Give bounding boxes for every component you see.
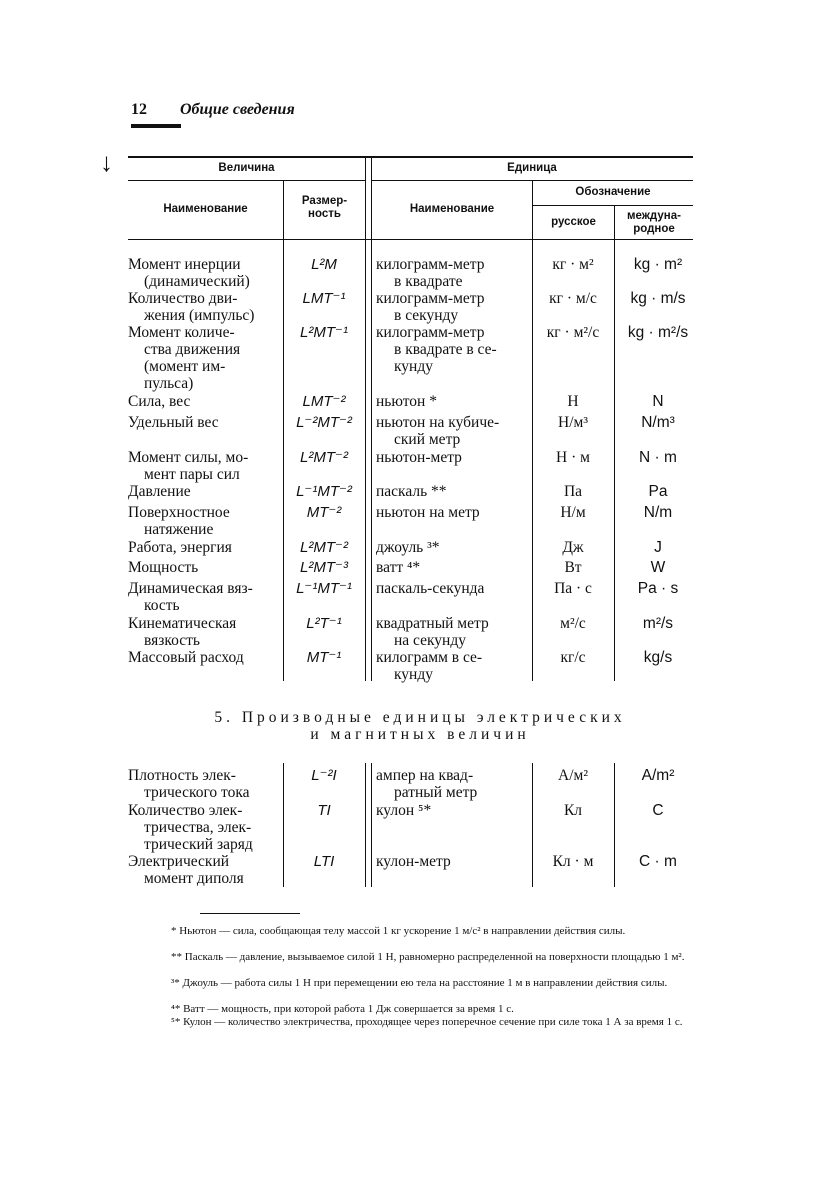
international-symbol: kg · m²/s xyxy=(627,324,689,341)
international-symbol: kg · m/s xyxy=(630,290,686,307)
dimension-formula: L²MT⁻² xyxy=(300,449,348,466)
unit-name: кулон-метр xyxy=(376,853,451,870)
russian-symbol: Па · с xyxy=(554,580,592,597)
dimension-formula: L²MT⁻¹ xyxy=(300,324,348,341)
unit-name: ампер на квад- ратный метр xyxy=(376,767,478,801)
dimension-formula: MT⁻¹ xyxy=(306,649,342,666)
unit-name: кулон ⁵* xyxy=(376,802,432,819)
header-rule xyxy=(131,124,181,128)
international-symbol: J xyxy=(654,539,662,556)
international-symbol: Pa xyxy=(648,483,668,500)
quantity-name: Динамическая вяз- кость xyxy=(128,580,253,614)
header-dimension: Размер- ность xyxy=(301,195,348,221)
international-symbol: W xyxy=(650,559,666,576)
russian-symbol: А/м² xyxy=(558,767,588,784)
page-number: 12 xyxy=(131,101,147,118)
dimension-formula: LMT⁻¹ xyxy=(302,290,346,307)
footnote-4: ⁴* Ватт — мощность, при которой работа 1 Дж совершается за время 1 с. xyxy=(171,1003,514,1015)
section-header: Общие сведения xyxy=(180,101,295,118)
quantity-name: Давление xyxy=(128,483,191,500)
russian-symbol: Н/м xyxy=(560,504,586,521)
unit-name: килограмм в се- кунду xyxy=(376,649,483,683)
quantity-name: Сила, вес xyxy=(128,393,191,410)
quantity-name: Плотность элек- трического тока xyxy=(128,767,250,801)
international-symbol: kg · m² xyxy=(633,256,683,273)
header-name: Наименование xyxy=(163,203,248,215)
unit-name: паскаль-секунда xyxy=(376,580,485,597)
unit-name: ватт ⁴* xyxy=(376,559,421,576)
international-symbol: N/m³ xyxy=(641,414,675,431)
unit-name: килограмм-метр в секунду xyxy=(376,290,485,324)
russian-symbol: Н xyxy=(567,393,579,410)
footnote-3: ³* Джоуль — работа силы 1 Н при перемещении ею тела на расстояние 1 м в направлении действия силы. xyxy=(171,977,668,989)
quantity-name: Количество дви- жения (импульс) xyxy=(128,290,255,324)
unit-name: килограмм-метр в квадрате xyxy=(376,256,485,290)
international-symbol: C · m xyxy=(639,853,677,870)
quantity-name: Электрический момент диполя xyxy=(128,853,244,887)
quantity-name: Массовый расход xyxy=(128,649,244,666)
header-international: междуна- родное xyxy=(627,210,681,236)
russian-symbol: Дж xyxy=(562,539,584,556)
section-5-title: 5. Производные единицы электрических и магнитных величин xyxy=(214,709,626,743)
dimension-formula: MT⁻² xyxy=(306,504,342,521)
international-symbol: N/m xyxy=(643,504,673,521)
dimension-formula: L⁻¹MT⁻² xyxy=(296,483,352,500)
dimension-formula: L⁻²I xyxy=(311,767,337,784)
dimension-formula: LMT⁻² xyxy=(302,393,346,410)
russian-symbol: кг · м²/с xyxy=(546,324,600,341)
dimension-formula: L²M xyxy=(311,256,337,273)
international-symbol: kg/s xyxy=(643,649,673,666)
unit-name: квадратный метр на секунду xyxy=(376,615,489,649)
quantity-name: Кинематическая вязкость xyxy=(128,615,237,649)
russian-symbol: Па xyxy=(563,483,583,500)
dimension-formula: L²T⁻¹ xyxy=(306,615,342,632)
russian-symbol: кг/с xyxy=(560,649,586,666)
dimension-formula: L⁻¹MT⁻¹ xyxy=(296,580,352,597)
russian-symbol: Н/м³ xyxy=(558,414,588,431)
unit-name: ньютон * xyxy=(376,393,437,410)
header-russian: русское xyxy=(551,216,596,228)
russian-symbol: кг · м² xyxy=(552,256,594,273)
margin-arrow-icon: ↓ xyxy=(100,148,113,177)
header-unit: Единица xyxy=(507,162,557,174)
quantity-name: Поверхностное натяжение xyxy=(128,504,230,538)
header-quantity: Величина xyxy=(218,162,275,174)
russian-symbol: Кл xyxy=(563,802,583,819)
unit-name: ньютон на кубиче- ский метр xyxy=(376,414,500,448)
international-symbol: N xyxy=(652,393,664,410)
russian-symbol: Вт xyxy=(564,559,582,576)
quantity-name: Удельный вес xyxy=(128,414,219,431)
quantity-name: Момент силы, мо- мент пары сил xyxy=(128,449,249,483)
quantity-name: Момент инерции (динамический) xyxy=(128,256,250,290)
unit-name: паскаль ** xyxy=(376,483,447,500)
footnote-1: * Ньютон — сила, сообщающая телу массой 1 кг ускорение 1 м/с² в направлении действия силы. xyxy=(171,925,626,937)
header-designation: Обозначение xyxy=(575,186,651,198)
footnote-2: ** Паскаль — давление, вызываемое силой 1 Н, равномерно распределенной на поверхности площадью 1 м². xyxy=(171,951,685,963)
dimension-formula: L⁻²MT⁻² xyxy=(296,414,352,431)
quantity-name: Мощность xyxy=(128,559,199,576)
footnote-rule xyxy=(200,913,300,914)
russian-symbol: Н · м xyxy=(556,449,590,466)
russian-symbol: Кл · м xyxy=(552,853,594,870)
russian-symbol: м²/с xyxy=(560,615,586,632)
unit-name: ньютон-метр xyxy=(376,449,462,466)
dimension-formula: LTI xyxy=(313,853,335,870)
russian-symbol: кг · м/с xyxy=(549,290,597,307)
international-symbol: N · m xyxy=(639,449,677,466)
quantity-name: Количество элек- тричества, элек- трический заряд xyxy=(128,802,253,853)
international-symbol: C xyxy=(652,802,664,819)
unit-name: килограмм-метр в квадрате в се- кунду xyxy=(376,324,497,375)
dimension-formula: L²MT⁻³ xyxy=(300,559,348,576)
international-symbol: m²/s xyxy=(642,615,674,632)
international-symbol: A/m² xyxy=(641,767,675,784)
international-symbol: Pa · s xyxy=(637,580,679,597)
dimension-formula: L²MT⁻² xyxy=(300,539,348,556)
unit-name: джоуль ³* xyxy=(376,539,440,556)
quantity-name: Работа, энергия xyxy=(128,539,232,556)
quantity-name: Момент количе- ства движения (момент им- пульса) xyxy=(128,324,241,392)
unit-name: ньютон на метр xyxy=(376,504,480,521)
footnote-5: ⁵* Кулон — количество электричества, проходящее через поперечное сечение при силе тока 1 А за время 1 с. xyxy=(171,1016,683,1028)
header-unit-name: Наименование xyxy=(409,203,495,215)
dimension-formula: TI xyxy=(317,802,331,819)
